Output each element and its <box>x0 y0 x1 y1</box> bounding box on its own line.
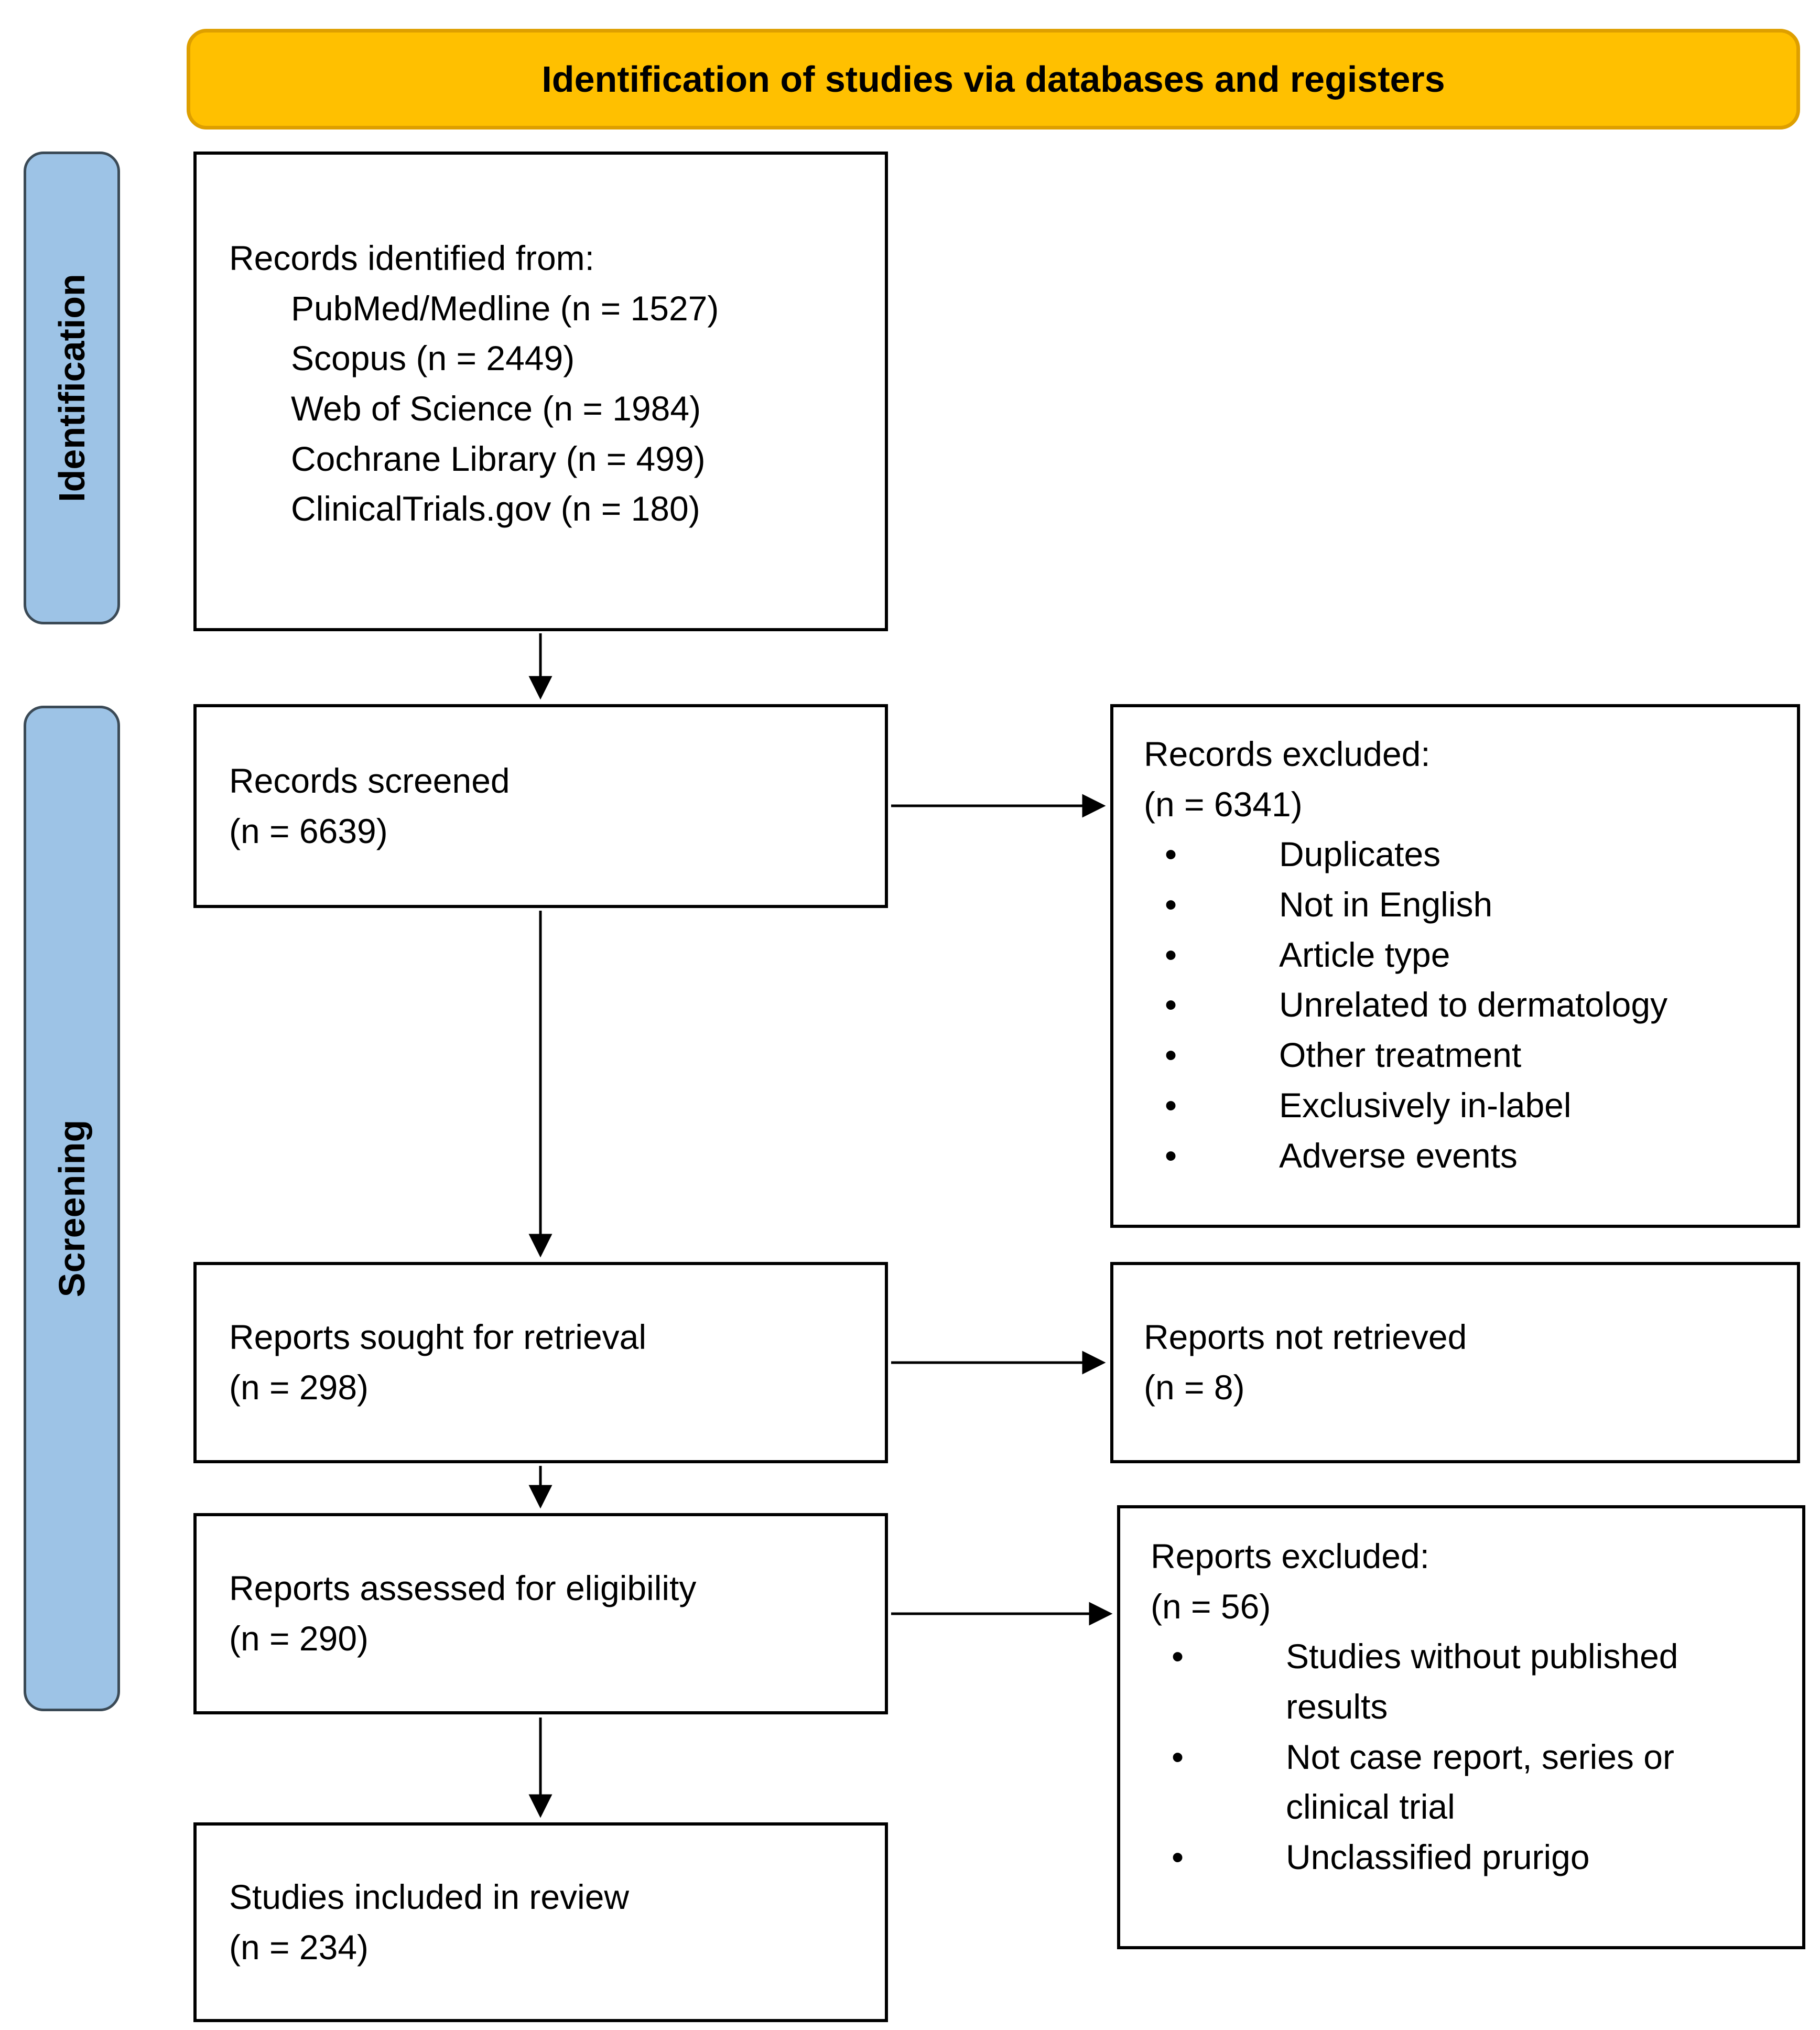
excluded-reason-unrelated: • Unrelated to dermatology <box>1144 980 1782 1030</box>
reports-not-retrieved-count: (n = 8) <box>1144 1368 1245 1407</box>
stage-screening <box>24 706 120 1711</box>
records-excluded-count: (n = 6341) <box>1144 784 1303 824</box>
source-item-scopus: Scopus (n = 2449) <box>291 339 575 378</box>
records-screened-label: Records screened <box>229 761 510 800</box>
reports-assessed-label: Reports assessed for eligibility <box>229 1569 697 1608</box>
studies-included-count: (n = 234) <box>229 1927 369 1967</box>
excluded-reason-other-treatment: • Other treatment <box>1144 1030 1782 1081</box>
excluded-reason-duplicates: • Duplicates <box>1144 829 1782 880</box>
source-item-webofscience: Web of Science (n = 1984) <box>291 389 701 428</box>
reports-excluded-reason-not-case-report: • Not case report, series or clinical trial <box>1151 1732 1788 1832</box>
reports-excluded-count: (n = 56) <box>1151 1586 1271 1626</box>
reports-excluded-label: Reports excluded: <box>1151 1537 1429 1575</box>
excluded-reason-adverse-events: • Adverse events <box>1144 1131 1782 1181</box>
reports-sought-label: Reports sought for retrieval <box>229 1318 647 1357</box>
excluded-reason-in-label: • Exclusively in-label <box>1144 1081 1782 1131</box>
box-records-excluded <box>1110 704 1800 1228</box>
stage-screening-label: Screening <box>51 1119 93 1298</box>
reports-not-retrieved-label: Reports not retrieved <box>1144 1318 1467 1357</box>
reports-assessed-count: (n = 290) <box>229 1619 369 1658</box>
records-screened-count: (n = 6639) <box>229 811 388 850</box>
excluded-reason-not-english: • Not in English <box>1144 880 1782 930</box>
excluded-reason-article-type: • Article type <box>1144 930 1782 980</box>
diagram-header-banner <box>187 29 1800 129</box>
source-item-pubmed: PubMed/Medline (n = 1527) <box>291 288 719 328</box>
box-studies-included <box>193 1822 888 2022</box>
studies-included-label: Studies included in review <box>229 1877 630 1916</box>
records-excluded-label: Records excluded: <box>1144 735 1431 773</box>
source-item-cochrane: Cochrane Library (n = 499) <box>291 439 706 478</box>
reports-sought-count: (n = 298) <box>229 1368 369 1407</box>
box-reports-not-retrieved <box>1110 1262 1800 1463</box>
box-reports-excluded <box>1117 1505 1805 1949</box>
records-identified-title: Records identified from: <box>229 239 594 277</box>
reports-excluded-reason-unclassified: • Unclassified prurigo <box>1151 1832 1788 1883</box>
box-reports-assessed <box>193 1513 888 1714</box>
box-records-identified <box>193 152 888 631</box>
diagram-title: Identification of studies via databases and registers <box>541 59 1445 100</box>
reports-excluded-reason-no-results: • Studies without published results <box>1151 1632 1788 1732</box>
stage-identification-label: Identification <box>51 274 92 502</box>
box-records-screened <box>193 704 888 908</box>
stage-identification <box>24 152 120 624</box>
box-reports-sought <box>193 1262 888 1463</box>
source-item-clinicaltrials: ClinicalTrials.gov (n = 180) <box>291 489 700 528</box>
